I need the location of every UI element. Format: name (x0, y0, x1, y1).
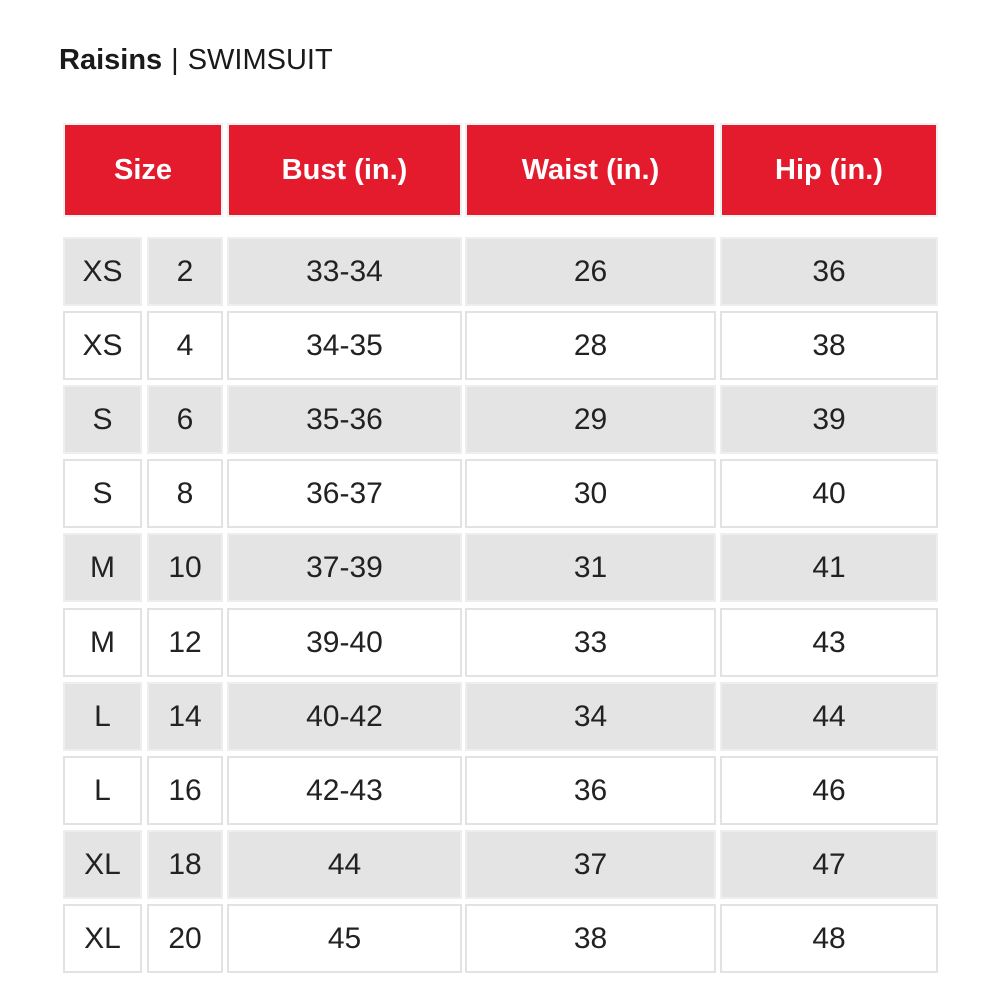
bust-cell: 45 (227, 904, 462, 973)
size-number-cell: 12 (147, 608, 223, 677)
column-header-size: Size (63, 123, 223, 217)
waist-cell: 30 (465, 459, 716, 528)
bust-cell: 37-39 (227, 533, 462, 602)
hip-cell: 41 (720, 533, 938, 602)
size-label-cell: XS (63, 311, 142, 380)
size-label-cell: S (63, 459, 142, 528)
bust-cell: 34-35 (227, 311, 462, 380)
size-number-cell: 18 (147, 830, 223, 899)
waist-cell: 31 (465, 533, 716, 602)
bust-cell: 35-36 (227, 385, 462, 454)
column-header-hip: Hip (in.) (720, 123, 938, 217)
waist-cell: 37 (465, 830, 716, 899)
size-label-cell: S (63, 385, 142, 454)
hip-cell: 36 (720, 237, 938, 306)
bust-cell: 39-40 (227, 608, 462, 677)
size-number-cell: 20 (147, 904, 223, 973)
bust-cell: 44 (227, 830, 462, 899)
hip-cell: 39 (720, 385, 938, 454)
size-number-cell: 6 (147, 385, 223, 454)
size-label-cell: M (63, 608, 142, 677)
hip-cell: 44 (720, 682, 938, 751)
title-separator: | (171, 44, 179, 76)
page-title (59, 40, 333, 80)
hip-cell: 38 (720, 311, 938, 380)
hip-cell: 43 (720, 608, 938, 677)
hip-cell: 48 (720, 904, 938, 973)
waist-cell: 34 (465, 682, 716, 751)
product-category: SWIMSUIT (187, 44, 333, 76)
size-number-cell: 4 (147, 311, 223, 380)
size-label-cell: XS (63, 237, 142, 306)
waist-cell: 28 (465, 311, 716, 380)
size-label-cell: M (63, 533, 142, 602)
column-header-waist: Waist (in.) (465, 123, 716, 217)
brand-name: Raisins (59, 44, 163, 76)
waist-cell: 38 (465, 904, 716, 973)
column-header-bust: Bust (in.) (227, 123, 462, 217)
waist-cell: 33 (465, 608, 716, 677)
hip-cell: 40 (720, 459, 938, 528)
waist-cell: 29 (465, 385, 716, 454)
size-label-cell: XL (63, 904, 142, 973)
bust-cell: 36-37 (227, 459, 462, 528)
bust-cell: 40-42 (227, 682, 462, 751)
size-number-cell: 10 (147, 533, 223, 602)
size-label-cell: L (63, 682, 142, 751)
size-number-cell: 2 (147, 237, 223, 306)
size-number-cell: 8 (147, 459, 223, 528)
size-label-cell: L (63, 756, 142, 825)
size-label-cell: XL (63, 830, 142, 899)
bust-cell: 42-43 (227, 756, 462, 825)
size-number-cell: 16 (147, 756, 223, 825)
size-number-cell: 14 (147, 682, 223, 751)
waist-cell: 26 (465, 237, 716, 306)
bust-cell: 33-34 (227, 237, 462, 306)
waist-cell: 36 (465, 756, 716, 825)
hip-cell: 46 (720, 756, 938, 825)
hip-cell: 47 (720, 830, 938, 899)
